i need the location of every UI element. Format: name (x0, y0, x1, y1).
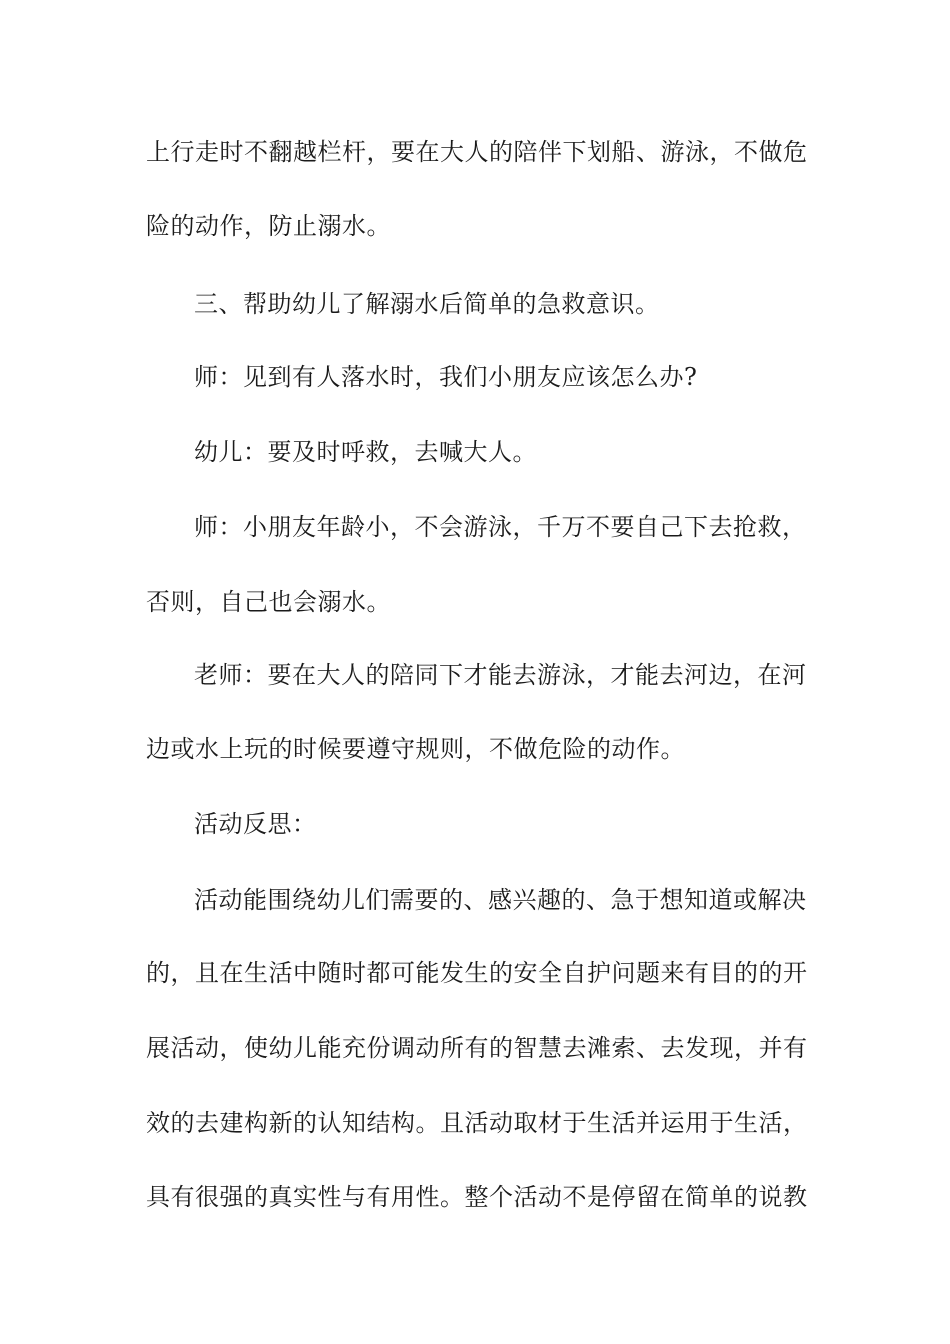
dialogue-teacher-question: 师：见到有人落水时，我们小朋友应该怎么办? (194, 363, 698, 391)
text-line-2: 险的动作，防止溺水。 (146, 212, 391, 240)
reflection-paragraph-line-1: 活动能围绕幼儿们需要的、感兴趣的、急于想知道或解决 (194, 886, 807, 914)
text-line-7: 否则，自己也会溺水。 (146, 588, 391, 616)
text-line-1: 上行走时不翻越栏杆，要在大人的陪伴下划船、游泳，不做危 (146, 138, 808, 166)
reflection-paragraph-line-3: 展活动，使幼儿能充份调动所有的智慧去滩索、去发现，并有 (146, 1034, 808, 1062)
section-heading: 三、帮助幼儿了解溺水后简单的急救意识。 (194, 290, 660, 318)
reflection-paragraph-line-5: 具有很强的真实性与有用性。整个活动不是停留在简单的说教 (146, 1183, 808, 1211)
reflection-heading: 活动反思： (194, 810, 317, 838)
dialogue-teacher-warning: 师：小朋友年龄小，不会游泳，千万不要自己下去抢救， (194, 513, 807, 541)
text-line-9: 边或水上玩的时候要遵守规则，不做危险的动作。 (146, 735, 685, 763)
reflection-paragraph-line-4: 效的去建构新的认知结构。且活动取材于生活并运用于生活， (146, 1109, 808, 1137)
dialogue-teacher-rule: 老师：要在大人的陪同下才能去游泳，才能去河边，在河 (194, 661, 807, 689)
dialogue-child-answer: 幼儿：要及时呼救，去喊大人。 (194, 438, 537, 466)
reflection-paragraph-line-2: 的，且在生活中随时都可能发生的安全自护问题来有目的的开 (146, 959, 808, 987)
